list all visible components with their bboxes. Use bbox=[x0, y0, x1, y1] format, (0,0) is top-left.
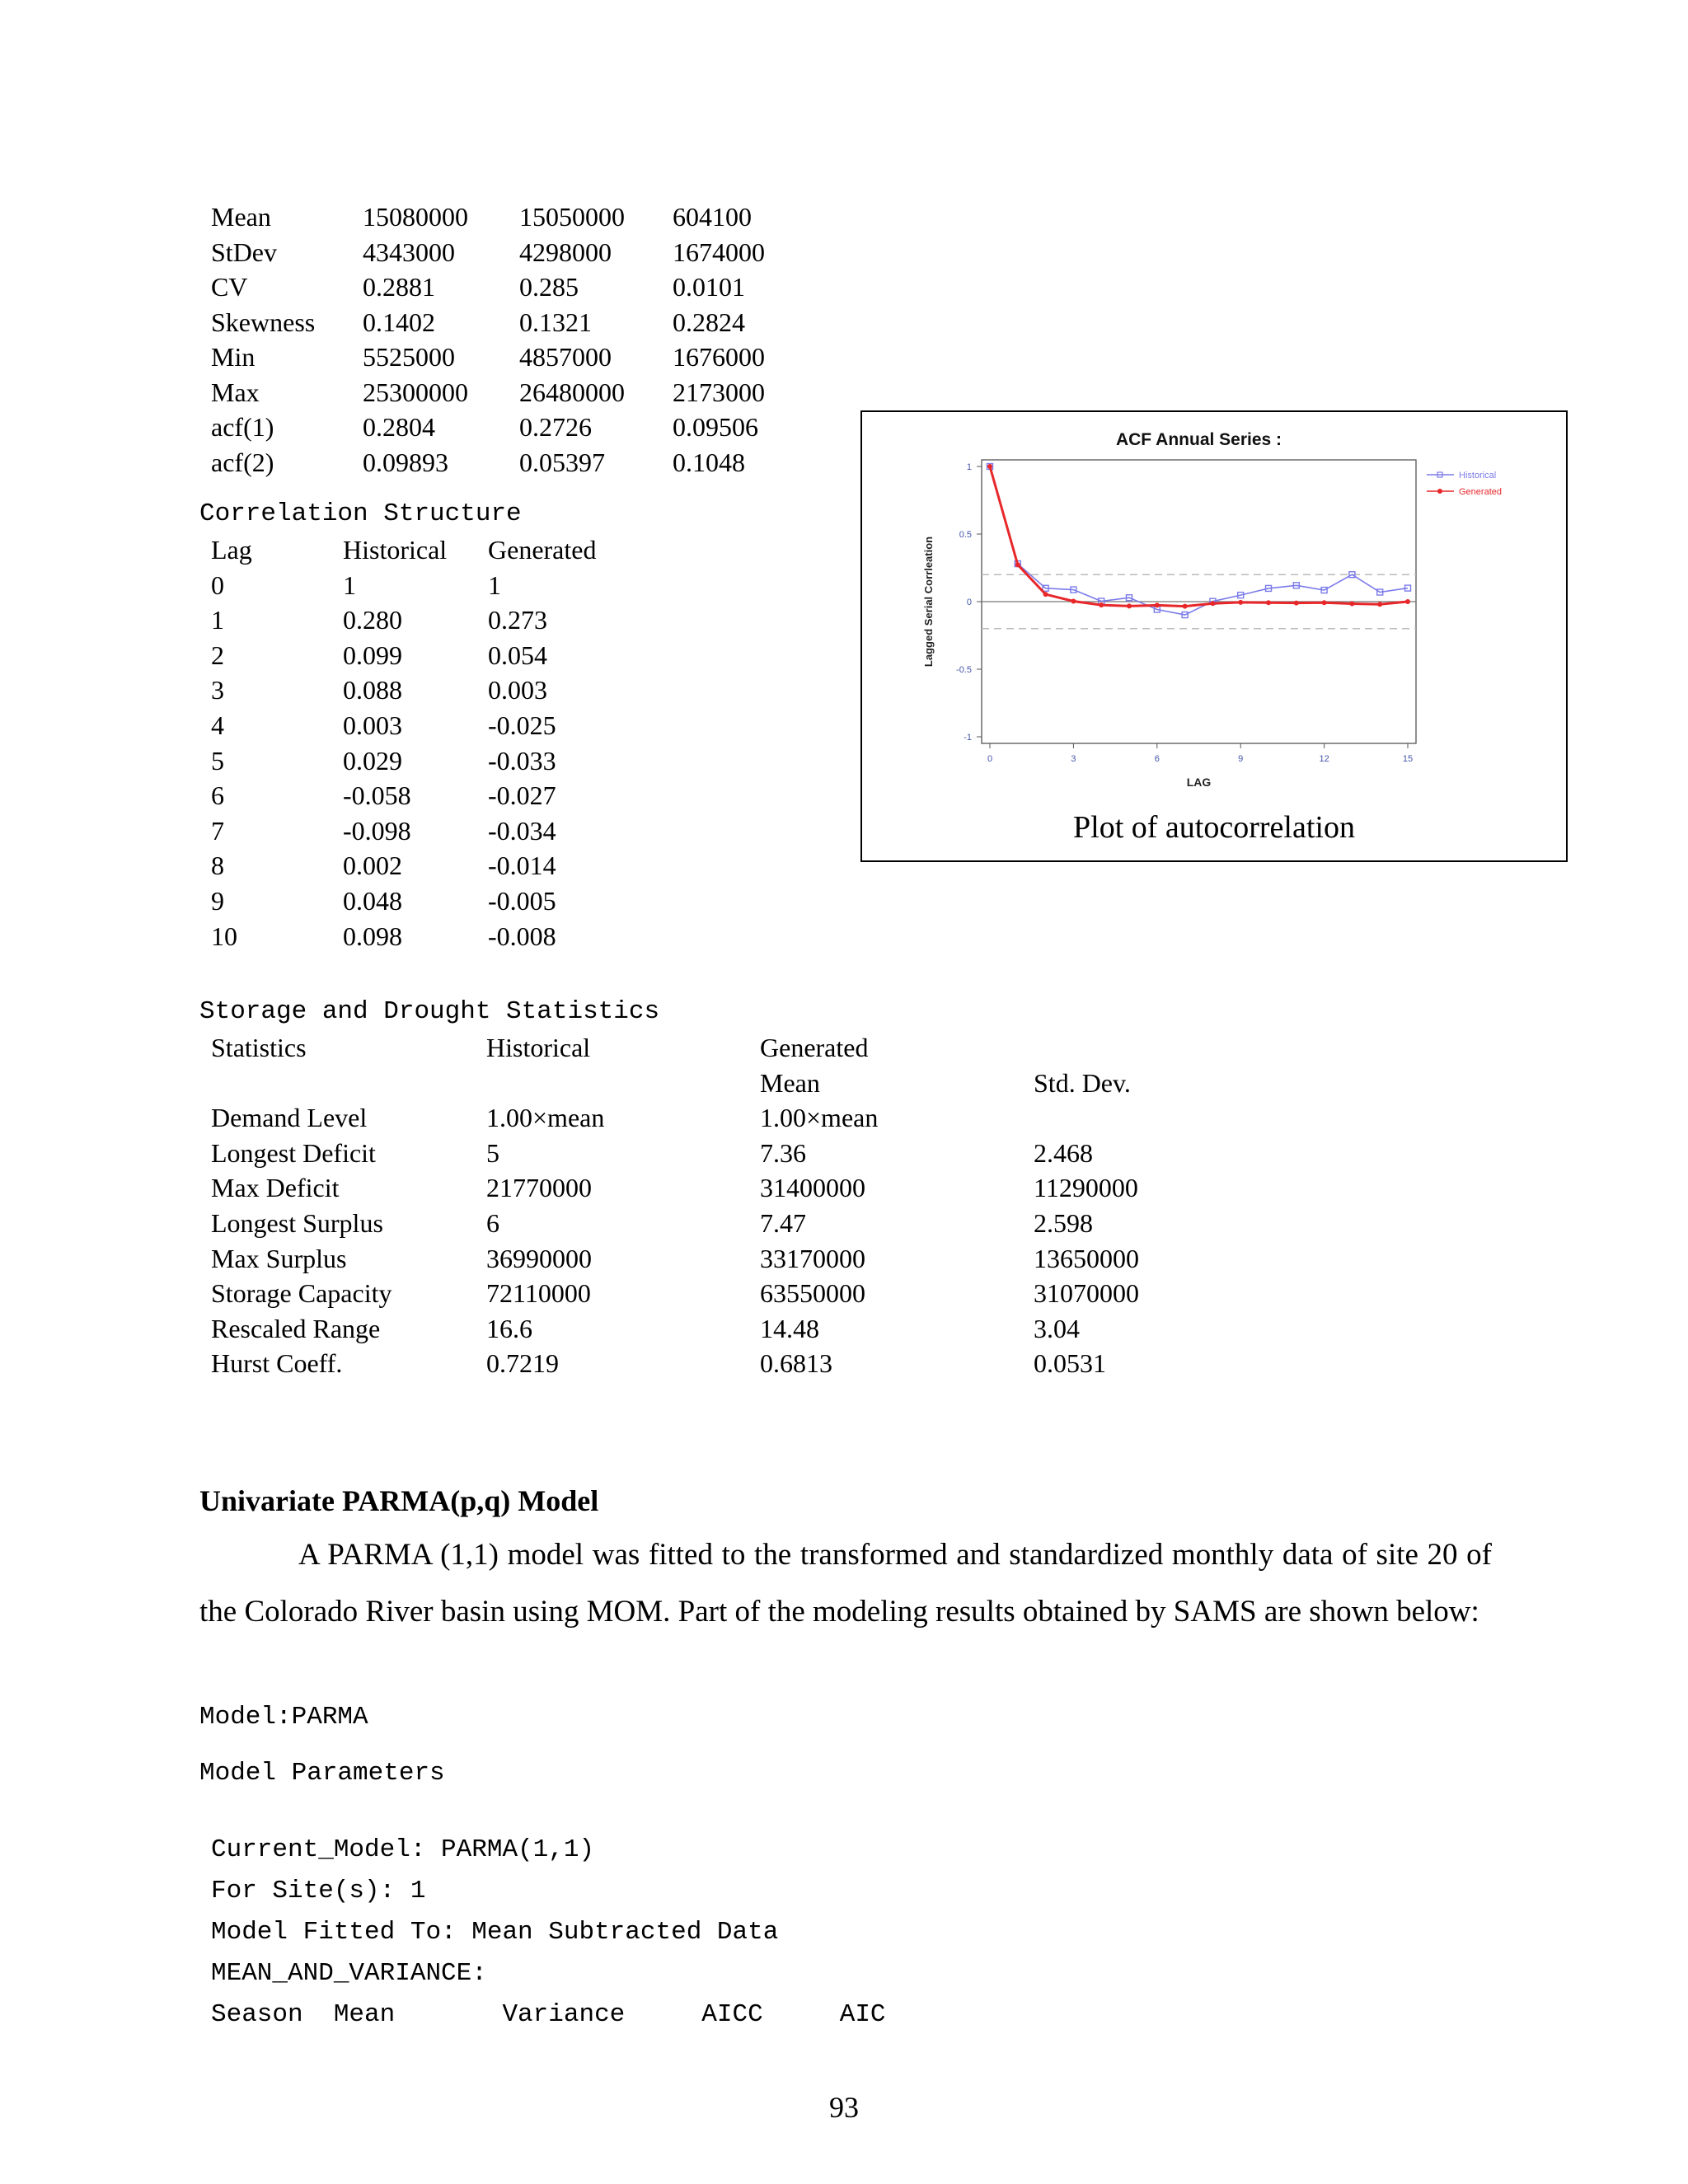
stats-value: 1674000 bbox=[673, 237, 765, 267]
x-tick-label: 15 bbox=[1402, 754, 1414, 764]
column-subheader: Std. Dev. bbox=[1034, 1067, 1131, 1098]
stats-value: 26480000 bbox=[519, 377, 625, 407]
stats-value: 0.285 bbox=[519, 272, 579, 302]
table-cell: 0.098 bbox=[343, 921, 402, 951]
stats-label: acf(1) bbox=[211, 412, 274, 442]
stats-value: 0.09506 bbox=[673, 412, 758, 442]
table-cell: Demand Level bbox=[211, 1103, 368, 1133]
table-cell: 31400000 bbox=[760, 1173, 865, 1203]
stats-value: 5525000 bbox=[363, 342, 455, 372]
chart-title: ACF Annual Series : bbox=[1115, 430, 1282, 449]
table-cell: 0.088 bbox=[343, 675, 402, 705]
table-cell: 33170000 bbox=[760, 1243, 865, 1273]
table-cell: Max Surplus bbox=[211, 1243, 347, 1273]
table-cell: 2 bbox=[211, 640, 224, 670]
data-point bbox=[1238, 600, 1243, 605]
table-cell: 0.003 bbox=[343, 710, 402, 740]
data-point bbox=[1405, 599, 1410, 604]
x-tick-label: 0 bbox=[987, 754, 993, 764]
column-header: Statistics bbox=[211, 1033, 307, 1062]
code-line: Season Mean Variance AICC AIC bbox=[211, 2000, 886, 2029]
data-point bbox=[1099, 602, 1104, 607]
acf-figure bbox=[860, 410, 1568, 862]
table-cell: 2.468 bbox=[1034, 1137, 1093, 1168]
stats-value: 1676000 bbox=[673, 342, 765, 372]
body-paragraph: A PARMA (1,1) model was fitted to the transformed and standardized monthly data of site 20 of the Colorado River basin using MOM. Part of the modeling results obtained by SAMS are shown below: bbox=[199, 1538, 1492, 1629]
stats-label: StDev bbox=[211, 237, 277, 267]
table-cell: 0.280 bbox=[343, 605, 402, 635]
table-cell: -0.033 bbox=[488, 745, 556, 776]
x-axis-label: LAG bbox=[1186, 776, 1212, 789]
data-point bbox=[1210, 601, 1215, 606]
table-cell: 7.47 bbox=[760, 1207, 806, 1238]
data-point bbox=[1266, 600, 1271, 605]
data-point bbox=[987, 464, 992, 469]
table-cell: 1 bbox=[343, 569, 356, 600]
data-point bbox=[1322, 600, 1327, 605]
data-point bbox=[1071, 599, 1076, 604]
code-line: MEAN_AND_VARIANCE: bbox=[211, 1959, 487, 1988]
table-cell: 1 bbox=[488, 569, 501, 600]
code-block bbox=[211, 1830, 886, 2036]
section-heading: Univariate PARMA(p,q) Model bbox=[199, 1484, 599, 1517]
series-line-historical bbox=[990, 466, 1408, 615]
stats-value: 4857000 bbox=[519, 342, 612, 372]
stats-value: 15050000 bbox=[519, 202, 625, 232]
stats-value: 4343000 bbox=[363, 237, 455, 267]
table-cell: Hurst Coeff. bbox=[211, 1348, 343, 1379]
stats-value: 0.0101 bbox=[673, 272, 745, 302]
stats-label: Min bbox=[211, 342, 256, 372]
table-cell: -0.098 bbox=[343, 815, 411, 846]
table-cell: 1.00×mean bbox=[760, 1103, 879, 1133]
column-header: Historical bbox=[486, 1033, 591, 1062]
data-point bbox=[1183, 604, 1188, 609]
y-tick-label: 1 bbox=[966, 462, 972, 472]
table-cell: Longest Deficit bbox=[211, 1137, 376, 1168]
table-cell: 0.0531 bbox=[1034, 1348, 1106, 1379]
table-cell: 0.003 bbox=[488, 675, 547, 705]
model-line: Model:PARMA bbox=[199, 1703, 368, 1732]
model-parameters-heading: Model Parameters bbox=[199, 1759, 445, 1788]
data-point bbox=[1015, 562, 1020, 567]
stats-value: 15080000 bbox=[363, 202, 468, 232]
x-tick-label: 3 bbox=[1071, 754, 1076, 764]
column-header: Generated bbox=[488, 535, 597, 565]
table-cell: 3.04 bbox=[1034, 1313, 1080, 1343]
storage-title: Storage and Drought Statistics bbox=[199, 997, 660, 1026]
table-cell: 0.099 bbox=[343, 640, 402, 670]
table-cell: 3 bbox=[211, 675, 224, 705]
data-point bbox=[1155, 602, 1160, 607]
table-cell: 0.054 bbox=[488, 640, 547, 670]
table-cell: 31070000 bbox=[1034, 1278, 1139, 1309]
table-cell: 0.002 bbox=[343, 851, 402, 881]
table-cell: 13650000 bbox=[1034, 1243, 1139, 1273]
y-tick-label: -0.5 bbox=[956, 665, 972, 675]
table-cell: 0.029 bbox=[343, 745, 402, 776]
code-line: For Site(s): 1 bbox=[211, 1877, 426, 1905]
stats-value: 0.2726 bbox=[519, 412, 592, 442]
stats-value: 0.09893 bbox=[363, 447, 448, 477]
table-cell: 1 bbox=[211, 605, 224, 635]
y-axis-label: Lagged Serial Corrleation bbox=[922, 536, 935, 668]
acf-chart bbox=[862, 412, 1565, 799]
y-tick-label: -1 bbox=[964, 733, 972, 743]
data-point bbox=[1349, 601, 1354, 606]
table-cell: 6 bbox=[486, 1207, 499, 1238]
stats-value: 0.1048 bbox=[673, 447, 745, 477]
data-point bbox=[1043, 592, 1048, 597]
table-cell: 0 bbox=[211, 569, 224, 600]
table-cell: 1.00×mean bbox=[486, 1103, 605, 1133]
table-cell: -0.025 bbox=[488, 710, 556, 740]
data-point bbox=[1294, 601, 1299, 606]
column-header: Lag bbox=[211, 535, 252, 565]
series-line-generated bbox=[990, 466, 1408, 607]
table-cell: 7 bbox=[211, 815, 224, 846]
data-point bbox=[1127, 603, 1132, 608]
stats-value: 0.1321 bbox=[519, 307, 592, 337]
table-cell: 21770000 bbox=[486, 1173, 592, 1203]
table-cell: -0.058 bbox=[343, 780, 411, 811]
table-cell: 8 bbox=[211, 851, 224, 881]
legend-marker bbox=[1437, 489, 1442, 494]
table-cell: -0.034 bbox=[488, 815, 556, 846]
table-cell: 7.36 bbox=[760, 1137, 806, 1168]
table-cell: 6 bbox=[211, 780, 224, 811]
stats-value: 0.2804 bbox=[363, 412, 435, 442]
table-cell: -0.005 bbox=[488, 885, 556, 916]
stats-value: 604100 bbox=[673, 202, 752, 232]
table-cell: Max Deficit bbox=[211, 1173, 340, 1203]
stats-label: Skewness bbox=[211, 307, 316, 337]
table-cell: 36990000 bbox=[486, 1243, 592, 1273]
stats-value: 25300000 bbox=[363, 377, 468, 407]
stats-label: Mean bbox=[211, 202, 271, 232]
column-header: Historical bbox=[343, 535, 448, 565]
table-cell: 11290000 bbox=[1034, 1173, 1138, 1203]
stats-value: 0.1402 bbox=[363, 307, 435, 337]
column-header: Generated bbox=[760, 1033, 869, 1062]
stats-value: 2173000 bbox=[673, 377, 765, 407]
table-cell: 9 bbox=[211, 885, 224, 916]
stats-label: Max bbox=[211, 377, 260, 407]
column-subheader: Mean bbox=[760, 1067, 820, 1098]
table-cell: 10 bbox=[211, 921, 237, 951]
stats-value: 0.05397 bbox=[519, 447, 605, 477]
x-tick-label: 9 bbox=[1238, 754, 1244, 764]
table-cell: Longest Surplus bbox=[211, 1207, 383, 1238]
table-cell: -0.014 bbox=[488, 851, 556, 881]
legend-label: Generated bbox=[1459, 487, 1502, 497]
table-cell: Rescaled Range bbox=[211, 1313, 381, 1343]
y-tick-label: 0.5 bbox=[959, 530, 972, 540]
table-cell: 5 bbox=[211, 745, 224, 776]
data-point bbox=[1377, 602, 1382, 607]
table-cell: 2.598 bbox=[1034, 1207, 1093, 1238]
table-cell: 14.48 bbox=[760, 1313, 819, 1343]
table-cell: 63550000 bbox=[760, 1278, 865, 1309]
table-cell: 0.273 bbox=[488, 605, 547, 635]
x-tick-label: 6 bbox=[1154, 754, 1160, 764]
stats-label: acf(2) bbox=[211, 447, 274, 477]
table-cell: 0.048 bbox=[343, 885, 402, 916]
table-cell: 16.6 bbox=[486, 1313, 532, 1343]
table-cell: 72110000 bbox=[486, 1278, 591, 1309]
stats-value: 0.2824 bbox=[673, 307, 745, 337]
page-number: 93 bbox=[829, 2091, 859, 2124]
code-line: Model Fitted To: Mean Subtracted Data bbox=[211, 1918, 779, 1947]
table-cell: Storage Capacity bbox=[211, 1278, 392, 1309]
stats-label: CV bbox=[211, 272, 248, 302]
stats-value: 4298000 bbox=[519, 237, 612, 267]
legend-label: Historical bbox=[1459, 471, 1497, 480]
figure-caption: Plot of autocorrelation bbox=[1073, 810, 1355, 845]
y-tick-label: 0 bbox=[966, 598, 972, 607]
table-cell: 0.7219 bbox=[486, 1348, 559, 1379]
table-cell: -0.027 bbox=[488, 780, 556, 811]
table-cell: 5 bbox=[486, 1137, 499, 1168]
table-cell: 0.6813 bbox=[760, 1348, 832, 1379]
x-tick-label: 12 bbox=[1319, 754, 1329, 764]
table-cell: -0.008 bbox=[488, 921, 556, 951]
table-cell: 4 bbox=[211, 710, 224, 740]
code-line: Current_Model: PARMA(1,1) bbox=[211, 1835, 595, 1864]
stats-value: 0.2881 bbox=[363, 272, 435, 302]
correlation-title: Correlation Structure bbox=[199, 499, 522, 528]
